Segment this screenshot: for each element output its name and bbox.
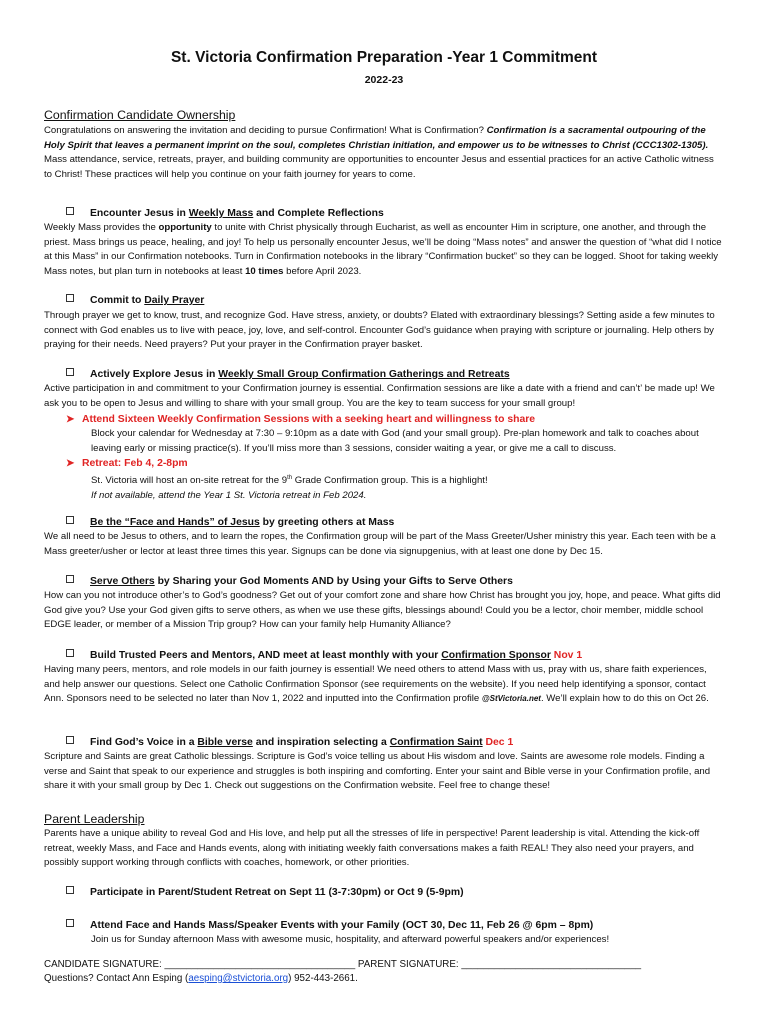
prayer-paragraph: Through prayer we get to know, trust, and recognize God. Have stress, anxiety, or doubts? Elated with extraordinary blessings? Setting aside a few minutes to connect with God enables us to live with peace, joy, love, and self-control. Encounter God’s guidance when praying with scripture or journaling. Help others by praying for their needs. Need prayers? Put your prayer in the Confirmation prayer basket. — [44, 310, 715, 351]
contact-phone: ) 952-443-2661. — [288, 973, 358, 984]
mass-text-3: before April 2023. — [283, 265, 362, 277]
sponsor-handle: @StVictoria.net — [481, 694, 541, 704]
retreat-text: St. Victoria will host an on-site retreat for the 9 — [91, 475, 288, 487]
mass-bold-2: 10 times — [245, 265, 284, 277]
checkbox[interactable] — [66, 294, 74, 302]
saint-paragraph: Scripture and Saints are great Catholic blessings. Scripture is God’s voice telling us about His wisdom and love. Saints are awesome role models. Finding a verse and Saint that speak to our experience and struggles is both inspiring and comforting. Enter your saint and Bible verse in your Confirmation profile, and share it with your small group by Dec 1. Check out suggestions on the Confirmation website. Feel free to change these! — [44, 751, 711, 792]
item-label-underlined: Bible verse — [197, 737, 253, 748]
deadline-label: Dec 1 — [482, 737, 514, 748]
checkbox[interactable] — [66, 575, 74, 583]
sub-item-title: Attend Sixteen Weekly Confirmation Sessions with a seeking heart and willingness to share — [82, 414, 536, 425]
item-face-and-hands — [66, 515, 394, 530]
signature-line: CANDIDATE SIGNATURE: ___________________________________ PARENT SIGNATURE: _________________________________ — [44, 959, 642, 970]
candidate-intro — [44, 124, 724, 182]
item-bible-verse-saint — [66, 735, 513, 750]
item-sponsor — [66, 648, 582, 663]
mass-paragraph — [44, 221, 724, 279]
small-group-paragraph: Active participation in and commitment to your Confirmation journey is essential. Confirmation sessions are like a date with a friend and can’t’ be made up! We ask you to be open to Jesus and willing to share with your small group. You are the key to team success for your small group! — [44, 383, 715, 409]
parent-heading: Parent Leadership — [44, 812, 145, 826]
checkbox[interactable] — [66, 736, 74, 744]
item-label-underlined: Daily Prayer — [144, 295, 205, 306]
item-daily-prayer — [66, 293, 204, 308]
item-weekly-mass — [66, 206, 384, 221]
document-year: 2022-23 — [364, 74, 404, 86]
item-label: Build Trusted Peers and Mentors, AND meet at least monthly with your — [90, 650, 442, 661]
sub-item-title: Retreat: Feb 4, 2-8pm — [82, 458, 188, 469]
item-serve-others — [66, 574, 513, 589]
item-label-mid: and inspiration selecting a — [252, 737, 390, 748]
contact-line — [44, 972, 358, 985]
sub-item-weekly-sessions — [66, 412, 535, 427]
candidate-heading: Confirmation Candidate Ownership — [44, 108, 236, 122]
item-label: Commit to — [90, 295, 145, 306]
checkbox[interactable] — [66, 919, 74, 927]
retreat-alternative: If not available, attend the Year 1 St. Victoria retreat in Feb 2024. — [91, 489, 367, 501]
item-parent-retreat — [66, 885, 464, 900]
item-label: Find God’s Voice in a — [90, 737, 198, 748]
parent-paragraph: Parents have a unique ability to reveal God and His love, and help put all the stresses of life in perspective! Parent leadership is vital. Attending the kick-off retreat, weekly Mass, and Face and Hands events, along with initiating weekly faith conversations makes a faith REAL! They also need your prayers, and possibly support working through conflicts with coaches, homework, or other priorities. — [44, 828, 700, 869]
checkbox[interactable] — [66, 649, 74, 657]
item-label-underlined-2: Confirmation Saint — [389, 737, 483, 748]
checkbox[interactable] — [66, 516, 74, 524]
mass-text: Weekly Mass provides the — [44, 222, 159, 233]
document-title: St. Victoria Confirmation Preparation -Year 1 Commitment — [170, 49, 598, 66]
item-label-underlined: Be the “Face and Hands” of Jesus — [90, 517, 260, 528]
serve-paragraph: How can you not introduce other’s to God’s goodness? Get out of your comfort zone and share how Christ has brought you joy, hope, and peace. What gifts did God give you? Use your God given gifts to serve others, as when we use these gifts, blessings abound! Could you be a lector, choir member, middle school EDGE leader, or member of a Mission Trip group? How can your family help Humanity Alliance? — [44, 590, 721, 631]
sub-item-retreat-text — [91, 471, 724, 503]
item-label: Participate in Parent/Student Retreat on Sept 11 (3-7:30pm) or Oct 9 (5-9pm) — [90, 887, 464, 898]
contact-text: Questions? Contact Ann Esping ( — [44, 973, 189, 984]
mass-text-2: to unite with Christ physically through Eucharist, as well as encounter Him in scripture, one another, and through the priest. Mass brings us peace, healing, and joy! To help us personally encounter Jesus, we’ll be doing “Mass notes” and answer the question of “what did I notice at this Mass” in our Confirmation notebooks. Turn in Confirmation notebooks in the library “Confirmation bucket” so they can be logged. Shoot for taking weekly Mass notes, but plan turn in notebooks at least — [44, 222, 722, 277]
item-label-underlined: Serve Others — [90, 576, 155, 587]
item-small-group — [66, 367, 510, 382]
mass-bold: opportunity — [158, 222, 212, 233]
deadline-label: Nov 1 — [550, 650, 583, 661]
item-label-end: and Complete Reflections — [253, 208, 384, 219]
face-hands-paragraph: We all need to be Jesus to others, and to learn the ropes, the Confirmation group will be part of the Mass Greeter/Usher ministry this year. Each teen with be a Mass greeter/usher or lector at least three times this year. Signups can be done via signupgenius, with at least one done by Dec 15. — [44, 531, 716, 557]
item-label-end: by greeting others at Mass — [259, 517, 395, 528]
item-label: Attend Face and Hands Mass/Speaker Events with your Family (OCT 30, Dec 11, Feb 26 @ 6pm – 8pm) — [90, 920, 594, 931]
face-hands-events-text: Join us for Sunday afternoon Mass with awesome music, hospitality, and afterward powerful speakers and/or experiences! — [91, 934, 610, 945]
sub-item-retreat — [66, 456, 188, 471]
sub-item-weekly-sessions-text: Block your calendar for Wednesday at 7:30 – 9:10pm as a date with God (and your small group). Pre-plan homework and talk to coaches about leaving early or missing practice(s). If you’ll miss more than 3 sessions, consider waiting a year, or give me a call to discuss. — [91, 428, 699, 454]
sponsor-text: Having many peers, mentors, and role models in our faith journey is essential! We need others to attend Mass with us, pray with us, share faith experiences, and help answer our questions. Select one Catholic Confirmation Sponsor (see requirements on the website). If you need help identifying a sponsor, contact Ann. Sponsors need to be selected no later than Nov 1, 2022 and inputted into the Confirmation profile — [44, 664, 707, 705]
intro-text-end: Mass attendance, service, retreats, prayer, and building community are opportunities to encounter Jesus and essential practices for an active Catholic witness to Christ! These practices will help you continue on your faith journey for years to come. — [44, 154, 714, 180]
arrow-icon: ➤ — [66, 458, 75, 469]
item-label-underlined: Weekly Mass — [188, 208, 254, 219]
email-link[interactable]: aesping@stvictoria.org — [188, 973, 289, 984]
checkbox[interactable] — [66, 886, 74, 894]
superscript: th — [287, 475, 293, 481]
sponsor-paragraph — [44, 663, 724, 707]
checkbox[interactable] — [66, 368, 74, 376]
checkbox[interactable] — [66, 207, 74, 215]
intro-text: Congratulations on answering the invitation and deciding to pursue Confirmation! What is Confirmation? — [44, 125, 487, 136]
item-face-hands-events — [66, 918, 593, 933]
item-label: Actively Explore Jesus in — [90, 369, 219, 380]
arrow-icon: ➤ — [66, 414, 75, 425]
item-label: Encounter Jesus in — [90, 208, 189, 219]
item-label-end: by Sharing your God Moments AND by Using your Gifts to Serve Others — [154, 576, 513, 587]
retreat-text-end: Grade Confirmation group. This is a highlight! — [292, 475, 488, 487]
sponsor-text-end: . We’ll explain how to do this on Oct 26. — [540, 693, 709, 705]
intro-definition: Confirmation is a sacramental outpouring of the Holy Spirit that leaves a permanent imprint on the soul, completes Christian initiation, and empower us to be witnesses to Christ (CCC1302-1305). — [44, 125, 709, 151]
item-label-underlined: Weekly Small Group Confirmation Gatherings and Retreats — [218, 369, 510, 380]
item-label-underlined: Confirmation Sponsor — [441, 650, 551, 661]
